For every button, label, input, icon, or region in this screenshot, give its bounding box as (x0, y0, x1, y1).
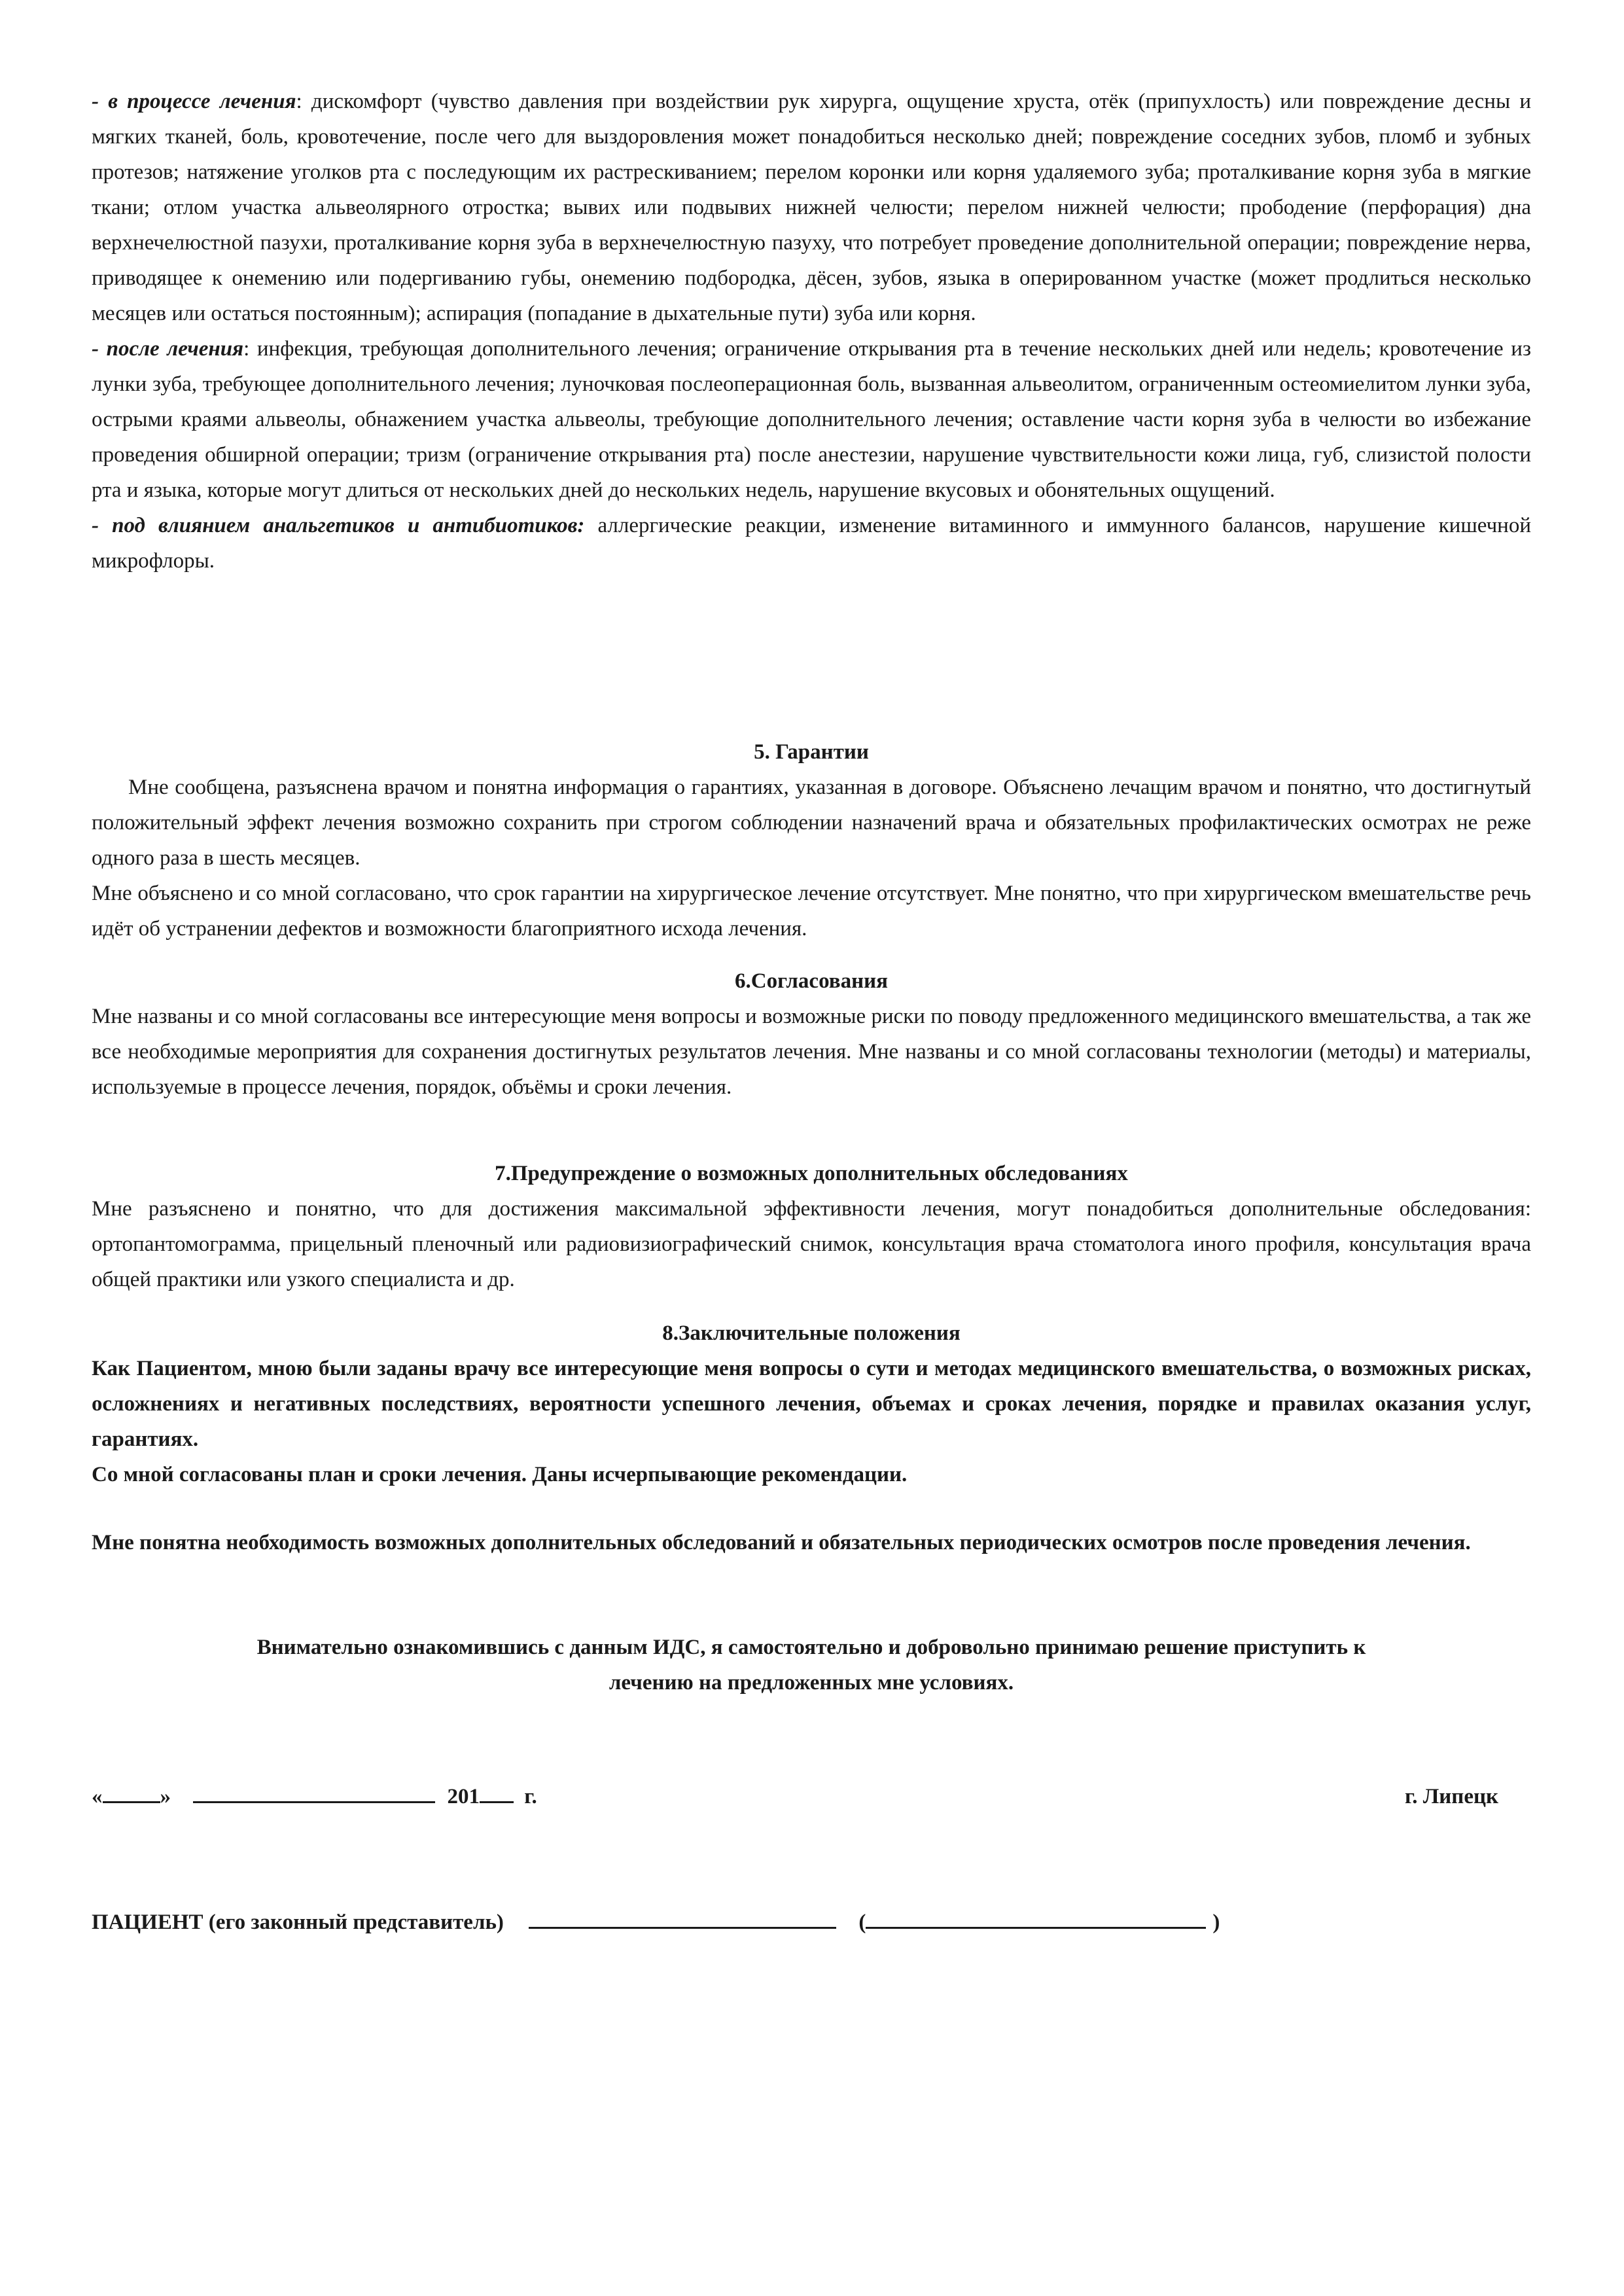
paren-close: ) (1212, 1910, 1220, 1934)
drugs-lead: - под влиянием анальгетиков и антибиотиков: (92, 514, 585, 537)
section-8-exams (92, 1525, 1531, 1560)
quote-close: » (160, 1785, 171, 1808)
day-field[interactable] (103, 1783, 160, 1803)
quote-open: « (92, 1785, 103, 1808)
patient-signature-row (92, 1905, 1498, 1944)
month-field[interactable] (193, 1783, 435, 1803)
guarantees-paragraph-2: Мне объяснено и со мной согласовано, что срок гарантии на хирургическое лечение отсутствует. Мне понятно, что при хирургическом вмешательстве речь идёт об устранении дефектов и возможности благоприятного исхода лечения. (92, 882, 1531, 941)
paren-open: ( (858, 1910, 866, 1934)
during-treatment-paragraph (92, 84, 1531, 331)
complications-block (92, 84, 1531, 579)
section-5-body (92, 770, 1531, 946)
agreements-paragraph: Мне названы и со мной согласованы все интересующие меня вопросы и возможные риски по поводу предложенного медицинского вмешательства, а так же все необходимые мероприятия для сохранения достигнутых результатов лечения. Мне названы и со мной согласованы технологии (методы) и материалы, используемые в процессе лечения, порядок, объёмы и сроки лечения. (92, 1005, 1531, 1099)
date-row (92, 1779, 1498, 1818)
after-treatment-text: : инфекция, требующая дополнительного лечения; ограничение открывания рта в течение нескольких дней или недель; кровотечение из лунки зуба, требующее дополнительного лечения; луночковая послеоперационная боль, вызванная альвеолитом, ограниченным остеомиелитом лунки зуба, острыми краями альвеолы, обнажением участка альвеолы, требующие дополнительного лечения; оставление части корня зуба в челюсти во избежание проведения обширной операции; тризм (ограничение открывания рта) после анестезии, нарушение чувствительности кожи лица, губ, слизистой полости рта и языка, которые могут длиться от нескольких дней до нескольких недель, нарушение вкусовых и обонятельных ощущений. (92, 337, 1531, 502)
during-treatment-lead: - в процессе лечения (92, 90, 296, 113)
final-paragraph-3: Мне понятна необходимость возможных дополнительных обследований и обязательных периодических осмотров после проведения лечения. (92, 1531, 1471, 1554)
year-field[interactable] (480, 1783, 514, 1803)
guarantees-paragraph-1: Мне сообщена, разъяснена врачом и понятна информация о гарантиях, указанная в договоре. Объяснено лечащим врачом и понятно, что достигнутый положительный эффект лечения возможно сохранить при строгом соблюдении назначений врача и обязательных профилактических осмотрах не реже одного раза в шесть месяцев. (92, 776, 1531, 870)
section-6-body (92, 999, 1531, 1105)
decision-statement (92, 1630, 1531, 1700)
additional-exams-paragraph: Мне разъяснено и понятно, что для достижения максимальной эффективности лечения, могут понадобиться дополнительные обследования: ортопантомограмма, прицельный пленочный или радиовизиографический снимок, консультация врача стоматолога иного профиля, консультация врача общей практики или узкого специалиста и др. (92, 1197, 1531, 1291)
section-7-body (92, 1191, 1531, 1297)
section-5-title: 5. Гарантии (754, 740, 869, 764)
city-label: г. Липецк (1404, 1785, 1498, 1808)
section-6-title: 6.Согласования (735, 969, 888, 993)
during-treatment-text: : дискомфорт (чувство давления при воздействии рук хирурга, ощущение хруста, отёк (припухлость) или повреждение десны и мягких тканей, боль, кровотечение, после чего для выздоровления может понадобиться несколько дней; повреждение соседних зубов, пломб и зубных протезов; натяжение уголков рта с последующим их растрескиванием; перелом коронки или корня удаляемого зуба; проталкивание корня зуба в мягкие ткани; отлом участка альвеолярного отростка; вывих или подвывих нижней челюсти; перелом нижней челюсти; прободение (перфорация) дна верхнечелюстной пазухи, проталкивание корня зуба в верхнечелюстную пазуху, что потребует проведение дополнительной операции; повреждение нерва, приводящее к онемению или подергиванию губы, онемению подбородка, дёсен, зубов, языка в оперированном участке (может продлиться несколько месяцев или остаться постоянным); аспирация (попадание в дыхательные пути) зуба или корня. (92, 90, 1531, 325)
section-7-title: 7.Предупреждение о возможных дополнительных обследованиях (495, 1162, 1128, 1185)
decision-line-2: лечению на предложенных мне условиях. (609, 1671, 1014, 1695)
final-paragraph-1: Как Пациентом, мною были заданы врачу все интересующие меня вопросы о сути и методах медицинского вмешательства, о возможных рисках, осложнениях и негативных последствиях, вероятности успешного лечения, объемах и сроках лечения, порядке и правилах оказания услуг, гарантиях. (92, 1357, 1531, 1451)
final-paragraph-2: Со мной согласованы план и сроки лечения. Даны исчерпывающие рекомендации. (92, 1463, 908, 1486)
patient-label: ПАЦИЕНТ (его законный представитель) (92, 1910, 504, 1934)
drugs-paragraph (92, 508, 1531, 579)
section-8-title: 8.Заключительные положения (662, 1321, 961, 1345)
decision-line-1: Внимательно ознакомившись с данным ИДС, я самостоятельно и добровольно принимаю решение приступить к (256, 1636, 1366, 1659)
section-8-body (92, 1351, 1531, 1492)
patient-name-field[interactable] (866, 1909, 1206, 1929)
year-suffix: г. (524, 1785, 537, 1808)
year-prefix: 201 (447, 1785, 480, 1808)
after-treatment-paragraph (92, 331, 1531, 508)
patient-signature-field[interactable] (529, 1909, 836, 1929)
drugs-text: аллергические реакции, изменение витаминного и иммунного балансов, нарушение кишечной микрофлоры. (92, 514, 1531, 573)
after-treatment-lead: - после лечения (92, 337, 244, 361)
